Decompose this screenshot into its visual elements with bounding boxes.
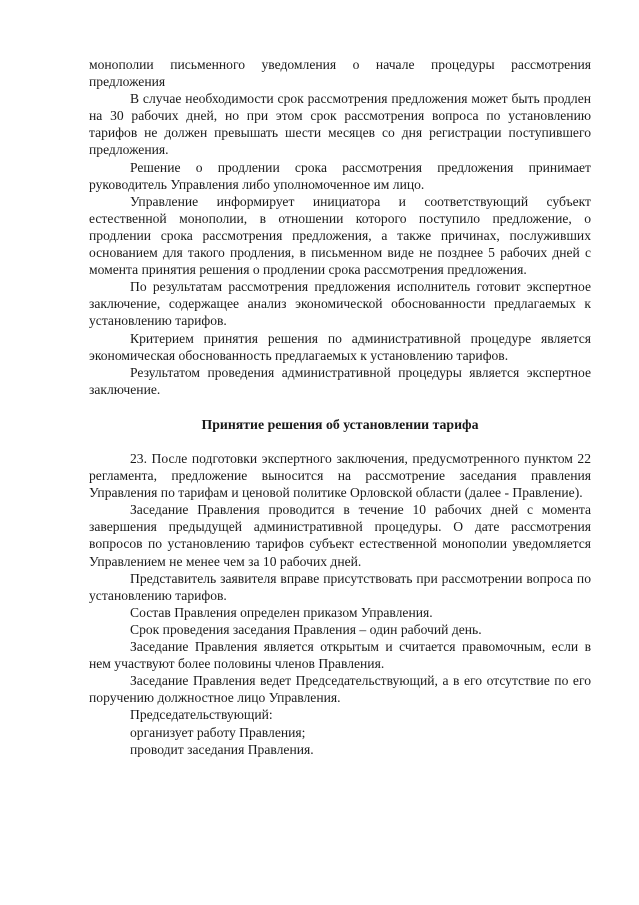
paragraph-extension-decision: Решение о продлении срока рассмотрения предложения принимает руководитель Управления либо уполномоченное им лицо. (89, 159, 591, 192)
paragraph-item-23: 23. После подготовки экспертного заключения, предусмотренного пунктом 22 регламента, предложение выносится на рассмотрение заседания правления Управления по тарифам и ценовой политике Орловской области (далее - Правление). (89, 450, 591, 501)
paragraph-expert-conclusion: По результатам рассмотрения предложения исполнитель готовит экспертное заключение, содержащее анализ экономической обоснованности предлагаемых к установлению тарифов. (89, 279, 591, 329)
list-item: Председательствующий: (130, 707, 273, 723)
paragraph-meeting-duration: Срок проведения заседания Правления – один рабочий день. (130, 621, 482, 637)
document-body (89, 56, 591, 758)
paragraph-applicant-representative: Представитель заявителя вправе присутствовать при рассмотрении вопроса по установлению тарифов. (89, 570, 591, 603)
list-item: проводит заседания Правления. (130, 741, 314, 757)
section-heading: Принятие решения об установлении тарифа (201, 416, 479, 432)
paragraph-board-composition: Состав Правления определен приказом Управления. (130, 604, 433, 620)
chair-duties-list (89, 706, 591, 758)
paragraph-criterion: Критерием принятия решения по административной процедуре является экономическая обоснованность предлагаемых к установлению тарифов. (89, 330, 591, 363)
paragraph-extension: В случае необходимости срок рассмотрения предложения может быть продлен на 30 рабочих дней, но при этом срок рассмотрения вопроса по установлению тарифов не должен превышать шести месяцев со дня регистрации поступившего предложения. (89, 91, 591, 158)
paragraph-notification: Управление информирует инициатора и соответствующий субъект естественной монополии, в отношении которого поступило предложение, о продлении срока рассмотрения предложения, а также причинах, послуживших основанием для такого продления, в письменном виде не позднее 5 рабочих дней с момента принятия решения о продлении срока рассмотрения предложения. (89, 193, 591, 278)
list-item: организует работу Правления; (130, 724, 306, 740)
paragraph-chairperson: Заседание Правления ведет Председательствующий, а в его отсутствие по его поручению должностное лицо Управления. (89, 673, 591, 706)
paragraph-quorum: Заседание Правления является открытым и считается правомочным, если в нем участвуют более половины членов Правления. (89, 639, 591, 672)
paragraph-meeting-schedule: Заседание Правления проводится в течение 10 рабочих дней с момента завершения предыдущей административной процедуры. О дате рассмотрения вопросов по установлению тарифов субъект естественной монополии уведомляется Управлением не менее чем за 10 рабочих дней. (89, 502, 591, 569)
paragraph-result: Результатом проведения административной процедуры является экспертное заключение. (89, 364, 591, 397)
paragraph-continuation: монополии письменного уведомления о начале процедуры рассмотрения предложения (89, 57, 591, 90)
